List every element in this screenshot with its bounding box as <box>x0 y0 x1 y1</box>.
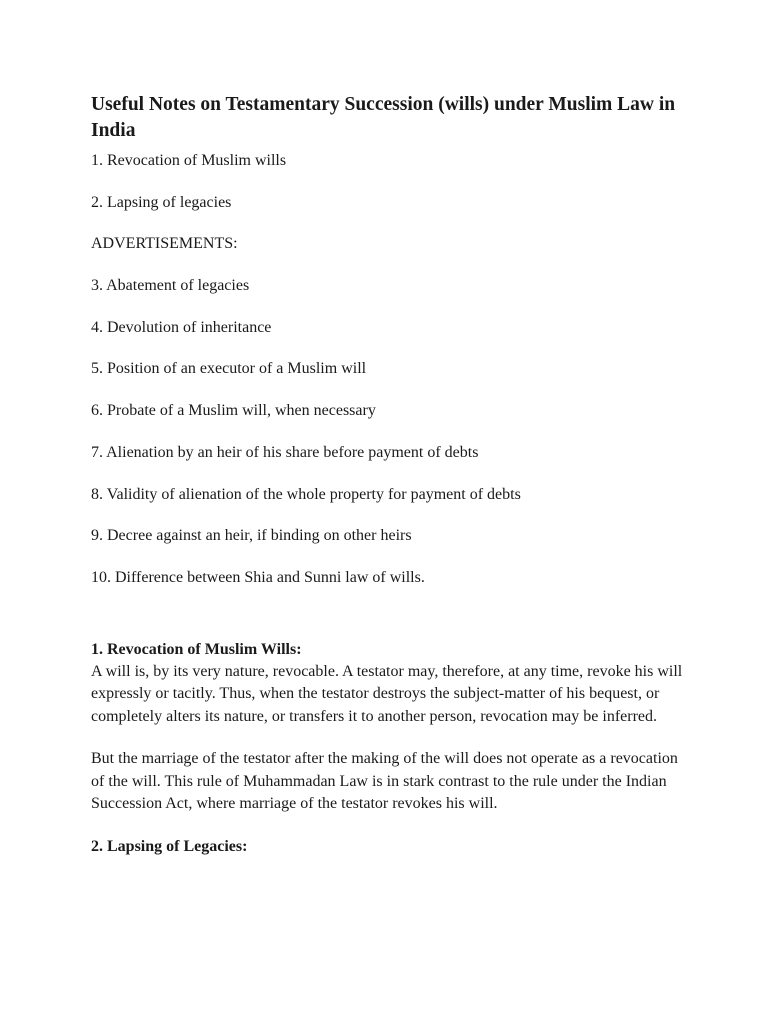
toc-item-abatement: 3. Abatement of legacies <box>91 277 250 295</box>
section-revocation <box>91 639 691 816</box>
toc-item-shia-sunni: 10. Difference between Shia and Sunni law of wills. <box>91 568 425 586</box>
toc-item-probate: 6. Probate of a Muslim will, when necessary <box>91 402 376 420</box>
section-lapsing <box>91 836 691 858</box>
section-heading-revocation: 1. Revocation of Muslim Wills: <box>91 640 302 658</box>
toc-item-decree: 9. Decree against an heir, if binding on other heirs <box>91 527 412 545</box>
table-of-contents <box>91 150 691 589</box>
section-heading-lapsing: 2. Lapsing of Legacies: <box>91 837 248 855</box>
toc-item-alienation-validity: 8. Validity of alienation of the whole property for payment of debts <box>91 485 521 503</box>
page-title: Useful Notes on Testamentary Succession (wills) under Muslim Law in India <box>91 94 676 141</box>
toc-item-executor: 5. Position of an executor of a Muslim will <box>91 360 367 378</box>
toc-item-lapsing: 2. Lapsing of legacies <box>91 193 232 211</box>
section-spacer <box>91 589 691 639</box>
toc-item-devolution: 4. Devolution of inheritance <box>91 318 272 336</box>
advertisements-label: ADVERTISEMENTS: <box>91 235 238 253</box>
paragraph-revocation-2: But the marriage of the testator after the making of the will does not operate as a revocation of the will. This rule of Muhammadan Law is in stark contrast to the rule under the Indian Succession Act, where marriage of the testator revokes his will. <box>91 750 678 813</box>
toc-item-alienation-heir: 7. Alienation by an heir of his share before payment of debts <box>91 443 479 461</box>
paragraph-revocation-1: A will is, by its very nature, revocable. A testator may, therefore, at any time, revoke his will expressly or tacitly. Thus, when the testator destroys the subject-matter of his bequest, or completely alters its nature, or transfers it to another person, revocation may be inferred. <box>91 662 683 725</box>
toc-item-revocation: 1. Revocation of Muslim wills <box>91 152 287 169</box>
document-page <box>91 92 691 858</box>
